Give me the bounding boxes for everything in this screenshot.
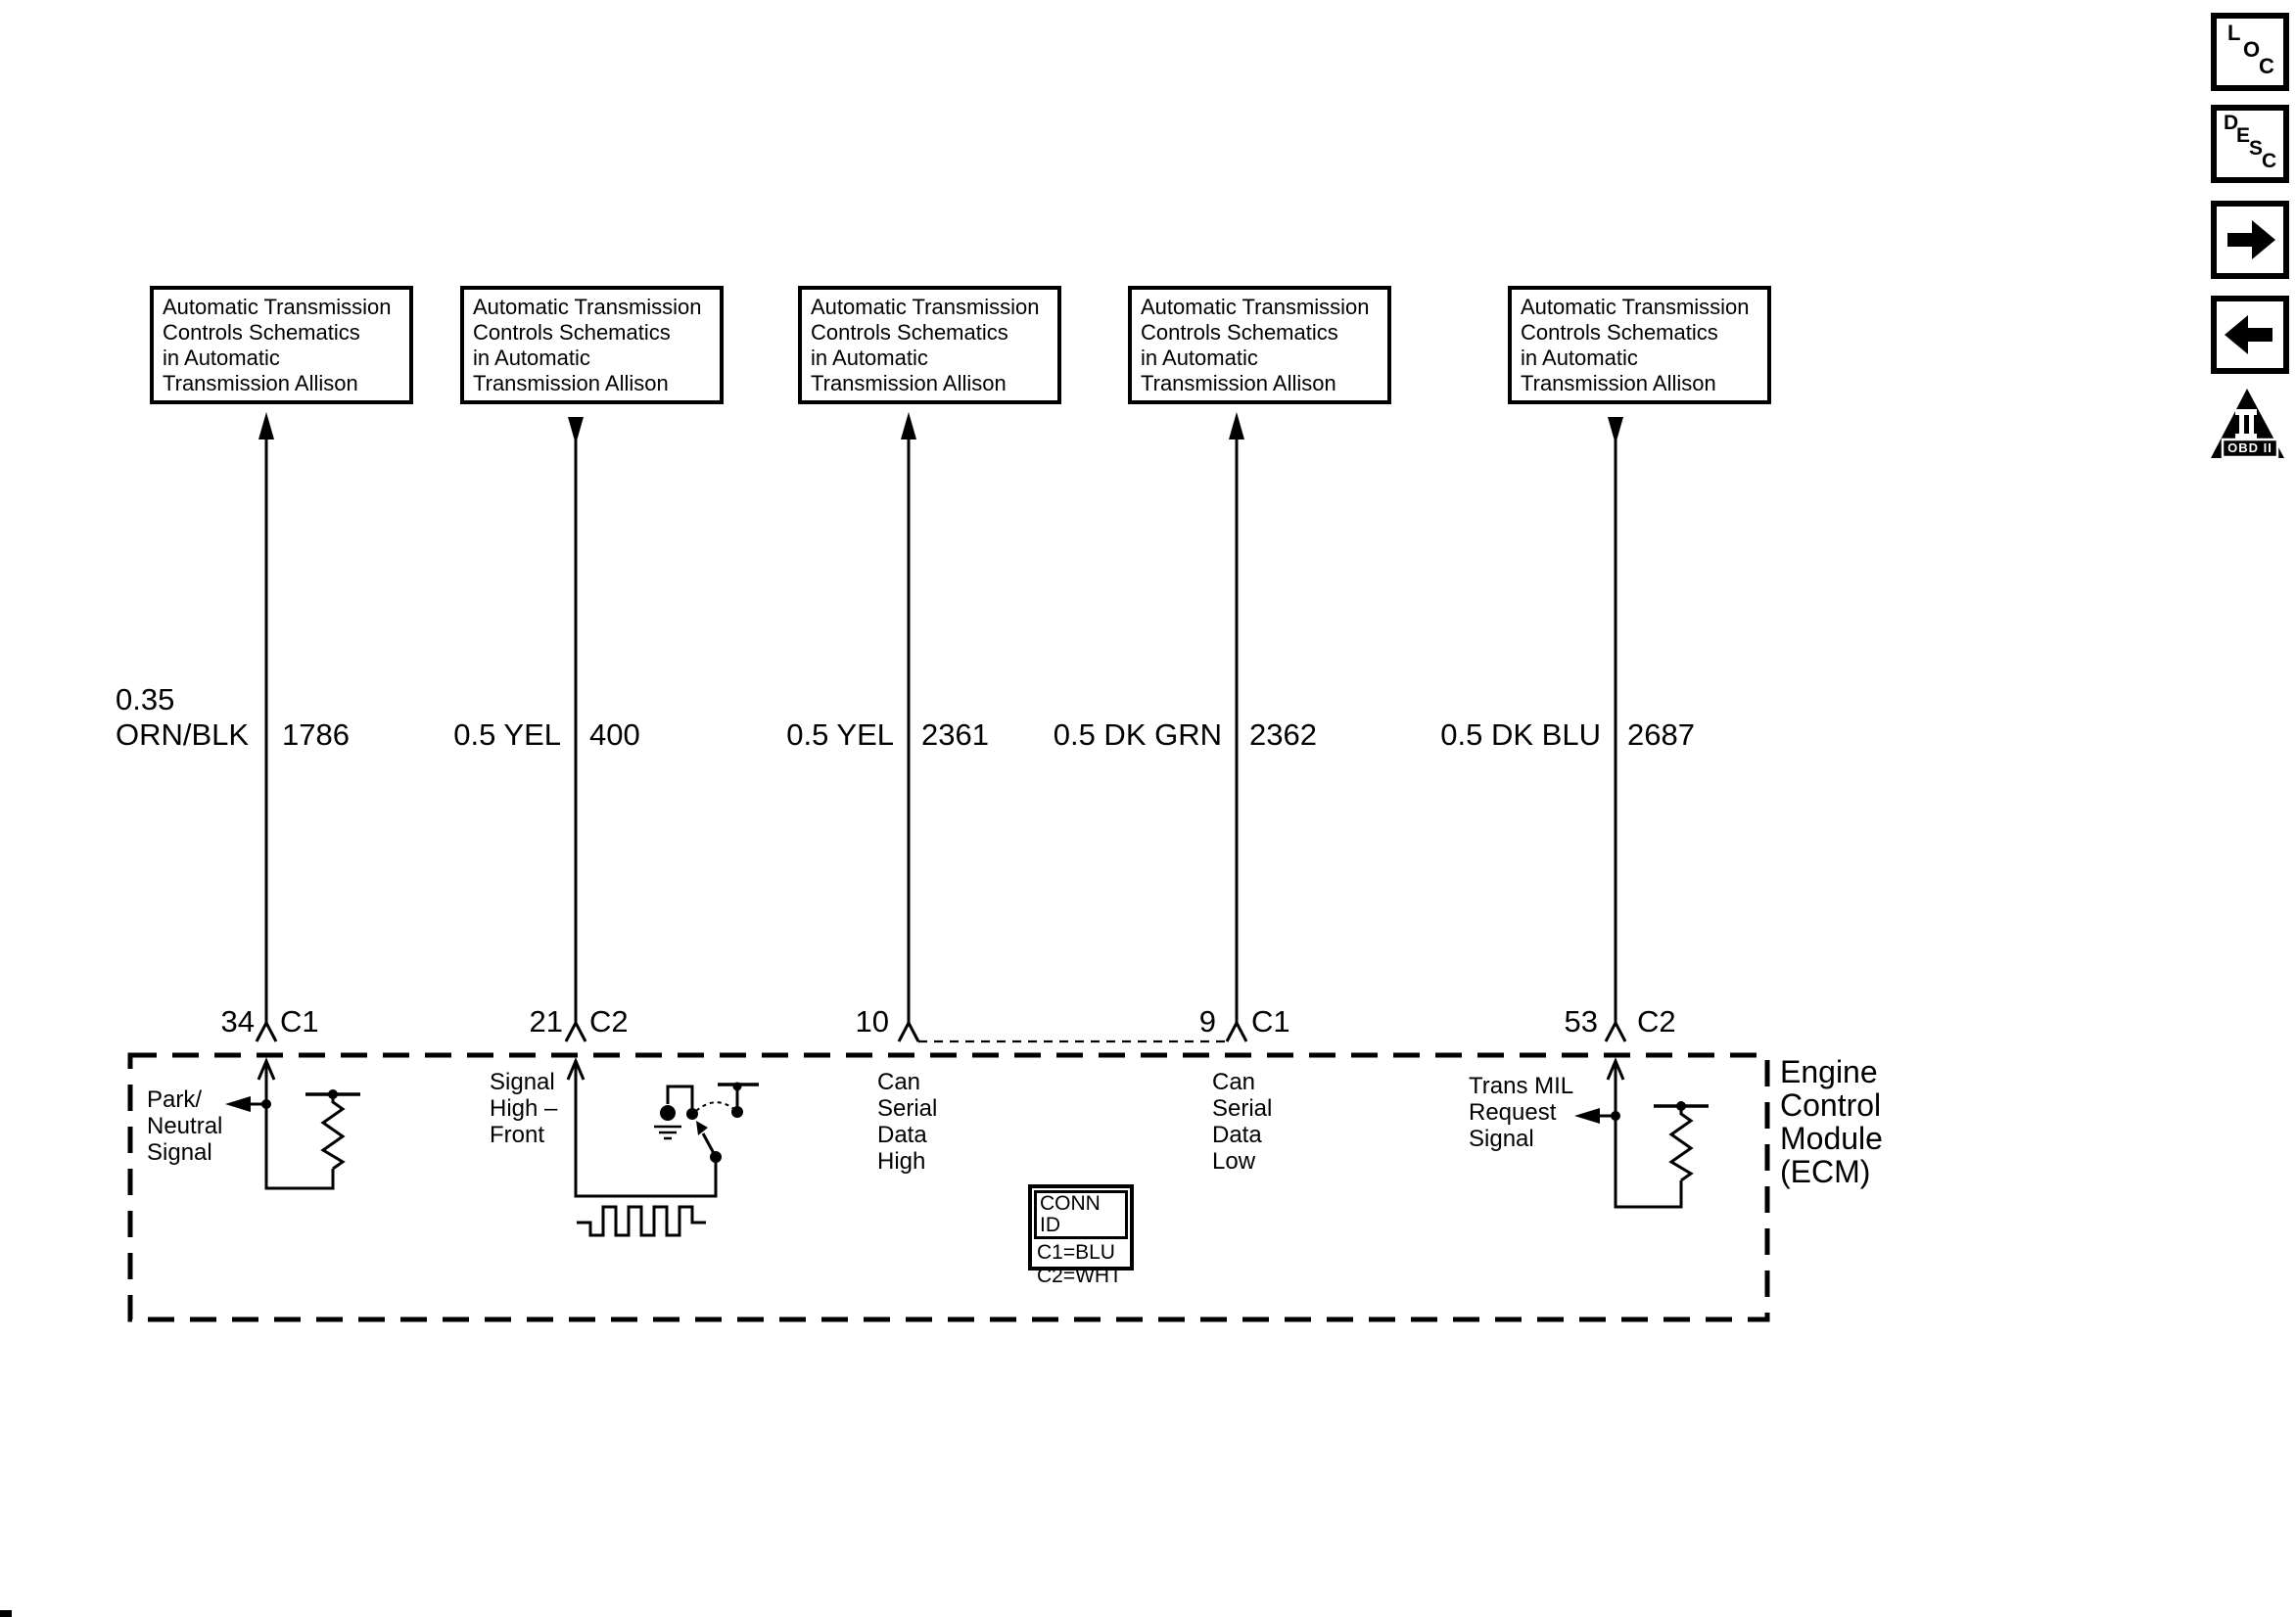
resistor-icon [305,1089,360,1169]
wire-1-circuit: 1786 [282,717,350,752]
pin-9-connector: C1 [1251,1004,1290,1039]
wire-5 [1574,417,1709,1207]
pin-10: 10 [855,1004,889,1039]
ref-box-line: Controls Schematics [1141,320,1338,345]
pin-21: 21 [529,1004,563,1039]
ref-box-line: Transmission Allison [1521,371,1716,395]
ref-box-4[interactable] [1128,286,1391,404]
ref-box-line: Transmission Allison [1141,371,1336,395]
connector-chevron-icon [1606,1023,1625,1041]
ref-box-line: Automatic Transmission [163,295,392,319]
desc-letter: C [2262,150,2277,172]
pin-9: 9 [1198,1004,1216,1039]
wire-2-circuit: 400 [589,717,640,752]
right-arrow-icon [2217,207,2283,273]
signal-trans-mil: Trans MIL Request Signal [1469,1073,1574,1152]
wire-5-circuit: 2687 [1627,717,1695,752]
wire-3 [899,412,918,1041]
left-arrow-icon [2217,301,2283,368]
wire-4 [1227,412,1246,1041]
connector-chevron-icon [566,1023,586,1041]
loc-letter: O [2243,37,2261,62]
pin-21-connector: C2 [589,1004,629,1039]
desc-letter: D [2224,112,2239,134]
ref-box-line: Controls Schematics [473,320,671,345]
wire-3-circuit: 2361 [921,717,989,752]
ref-box-line: Transmission Allison [811,371,1007,395]
ref-box-line: Transmission Allison [163,371,358,395]
loc-button[interactable] [2211,13,2289,91]
wire-4-label: 0.5 DK GRN [1053,717,1222,752]
wire-1 [225,412,360,1188]
signal-park-neutral: Park/ Neutral Signal [147,1086,223,1166]
pin-34-connector: C1 [280,1004,319,1039]
wire-5-label: 0.5 DK BLU [1440,717,1601,752]
module-name: Engine Control Module (ECM) [1780,1054,1883,1189]
ref-box-line: Controls Schematics [163,320,360,345]
ref-box-1[interactable] [150,286,413,404]
ground-icon [654,1105,681,1138]
wire-2-label: 0.5 YEL [453,717,561,752]
resistor-icon [1654,1101,1709,1180]
signal-high-front: Signal High – Front [490,1069,558,1148]
ref-box-5[interactable] [1508,286,1771,404]
ref-box-line: Transmission Allison [473,371,669,395]
pulse-train-icon [577,1207,706,1235]
conn-id-title: CONN ID [1034,1190,1128,1239]
ref-box-line: in Automatic [811,346,928,370]
obd2-label: OBD II [2227,440,2273,455]
next-page-button[interactable] [2211,201,2289,279]
pin-34: 34 [220,1004,255,1039]
conn-id-legend [1028,1184,1134,1287]
previous-page-button[interactable] [2211,296,2289,374]
ref-box-line: in Automatic [163,346,280,370]
pin-53: 53 [1564,1004,1598,1039]
loc-letter: L [2227,21,2241,45]
desc-letter: E [2236,124,2251,147]
pin-53-connector: C2 [1637,1004,1676,1039]
connector-chevron-icon [1227,1023,1246,1041]
signal-can-high: Can Serial Data High [877,1069,938,1175]
ref-box-3[interactable] [798,286,1061,404]
switch-icon [668,1083,759,1164]
desc-button[interactable] [2211,105,2289,183]
desc-letter: S [2249,137,2264,160]
conn-id-row: C1=BLU [1037,1241,1115,1264]
ref-box-line: Automatic Transmission [1521,295,1750,319]
conn-id-row: C2=WHT [1037,1265,1122,1287]
left-arrow-icon [1574,1108,1600,1124]
ref-box-line: Automatic Transmission [1141,295,1370,319]
connector-chevron-icon [257,1023,276,1041]
ref-box-line: Automatic Transmission [473,295,702,319]
page-mark [0,1610,12,1617]
ref-box-line: in Automatic [1521,346,1638,370]
signal-can-low: Can Serial Data Low [1212,1069,1273,1175]
ref-box-line: Automatic Transmission [811,295,1040,319]
wire-3-label: 0.5 YEL [786,717,894,752]
connector-chevron-icon [899,1023,918,1041]
ref-box-line: in Automatic [1141,346,1258,370]
ref-box-line: Controls Schematics [811,320,1008,345]
left-arrow-icon [225,1096,251,1112]
ref-box-2[interactable] [460,286,724,404]
wire-1-label: 0.35 ORN/BLK [116,682,250,752]
loc-letter: C [2259,54,2274,78]
wire-2 [566,417,759,1235]
ref-box-line: in Automatic [473,346,590,370]
wire-4-circuit: 2362 [1249,717,1317,752]
ref-box-line: Controls Schematics [1521,320,1718,345]
